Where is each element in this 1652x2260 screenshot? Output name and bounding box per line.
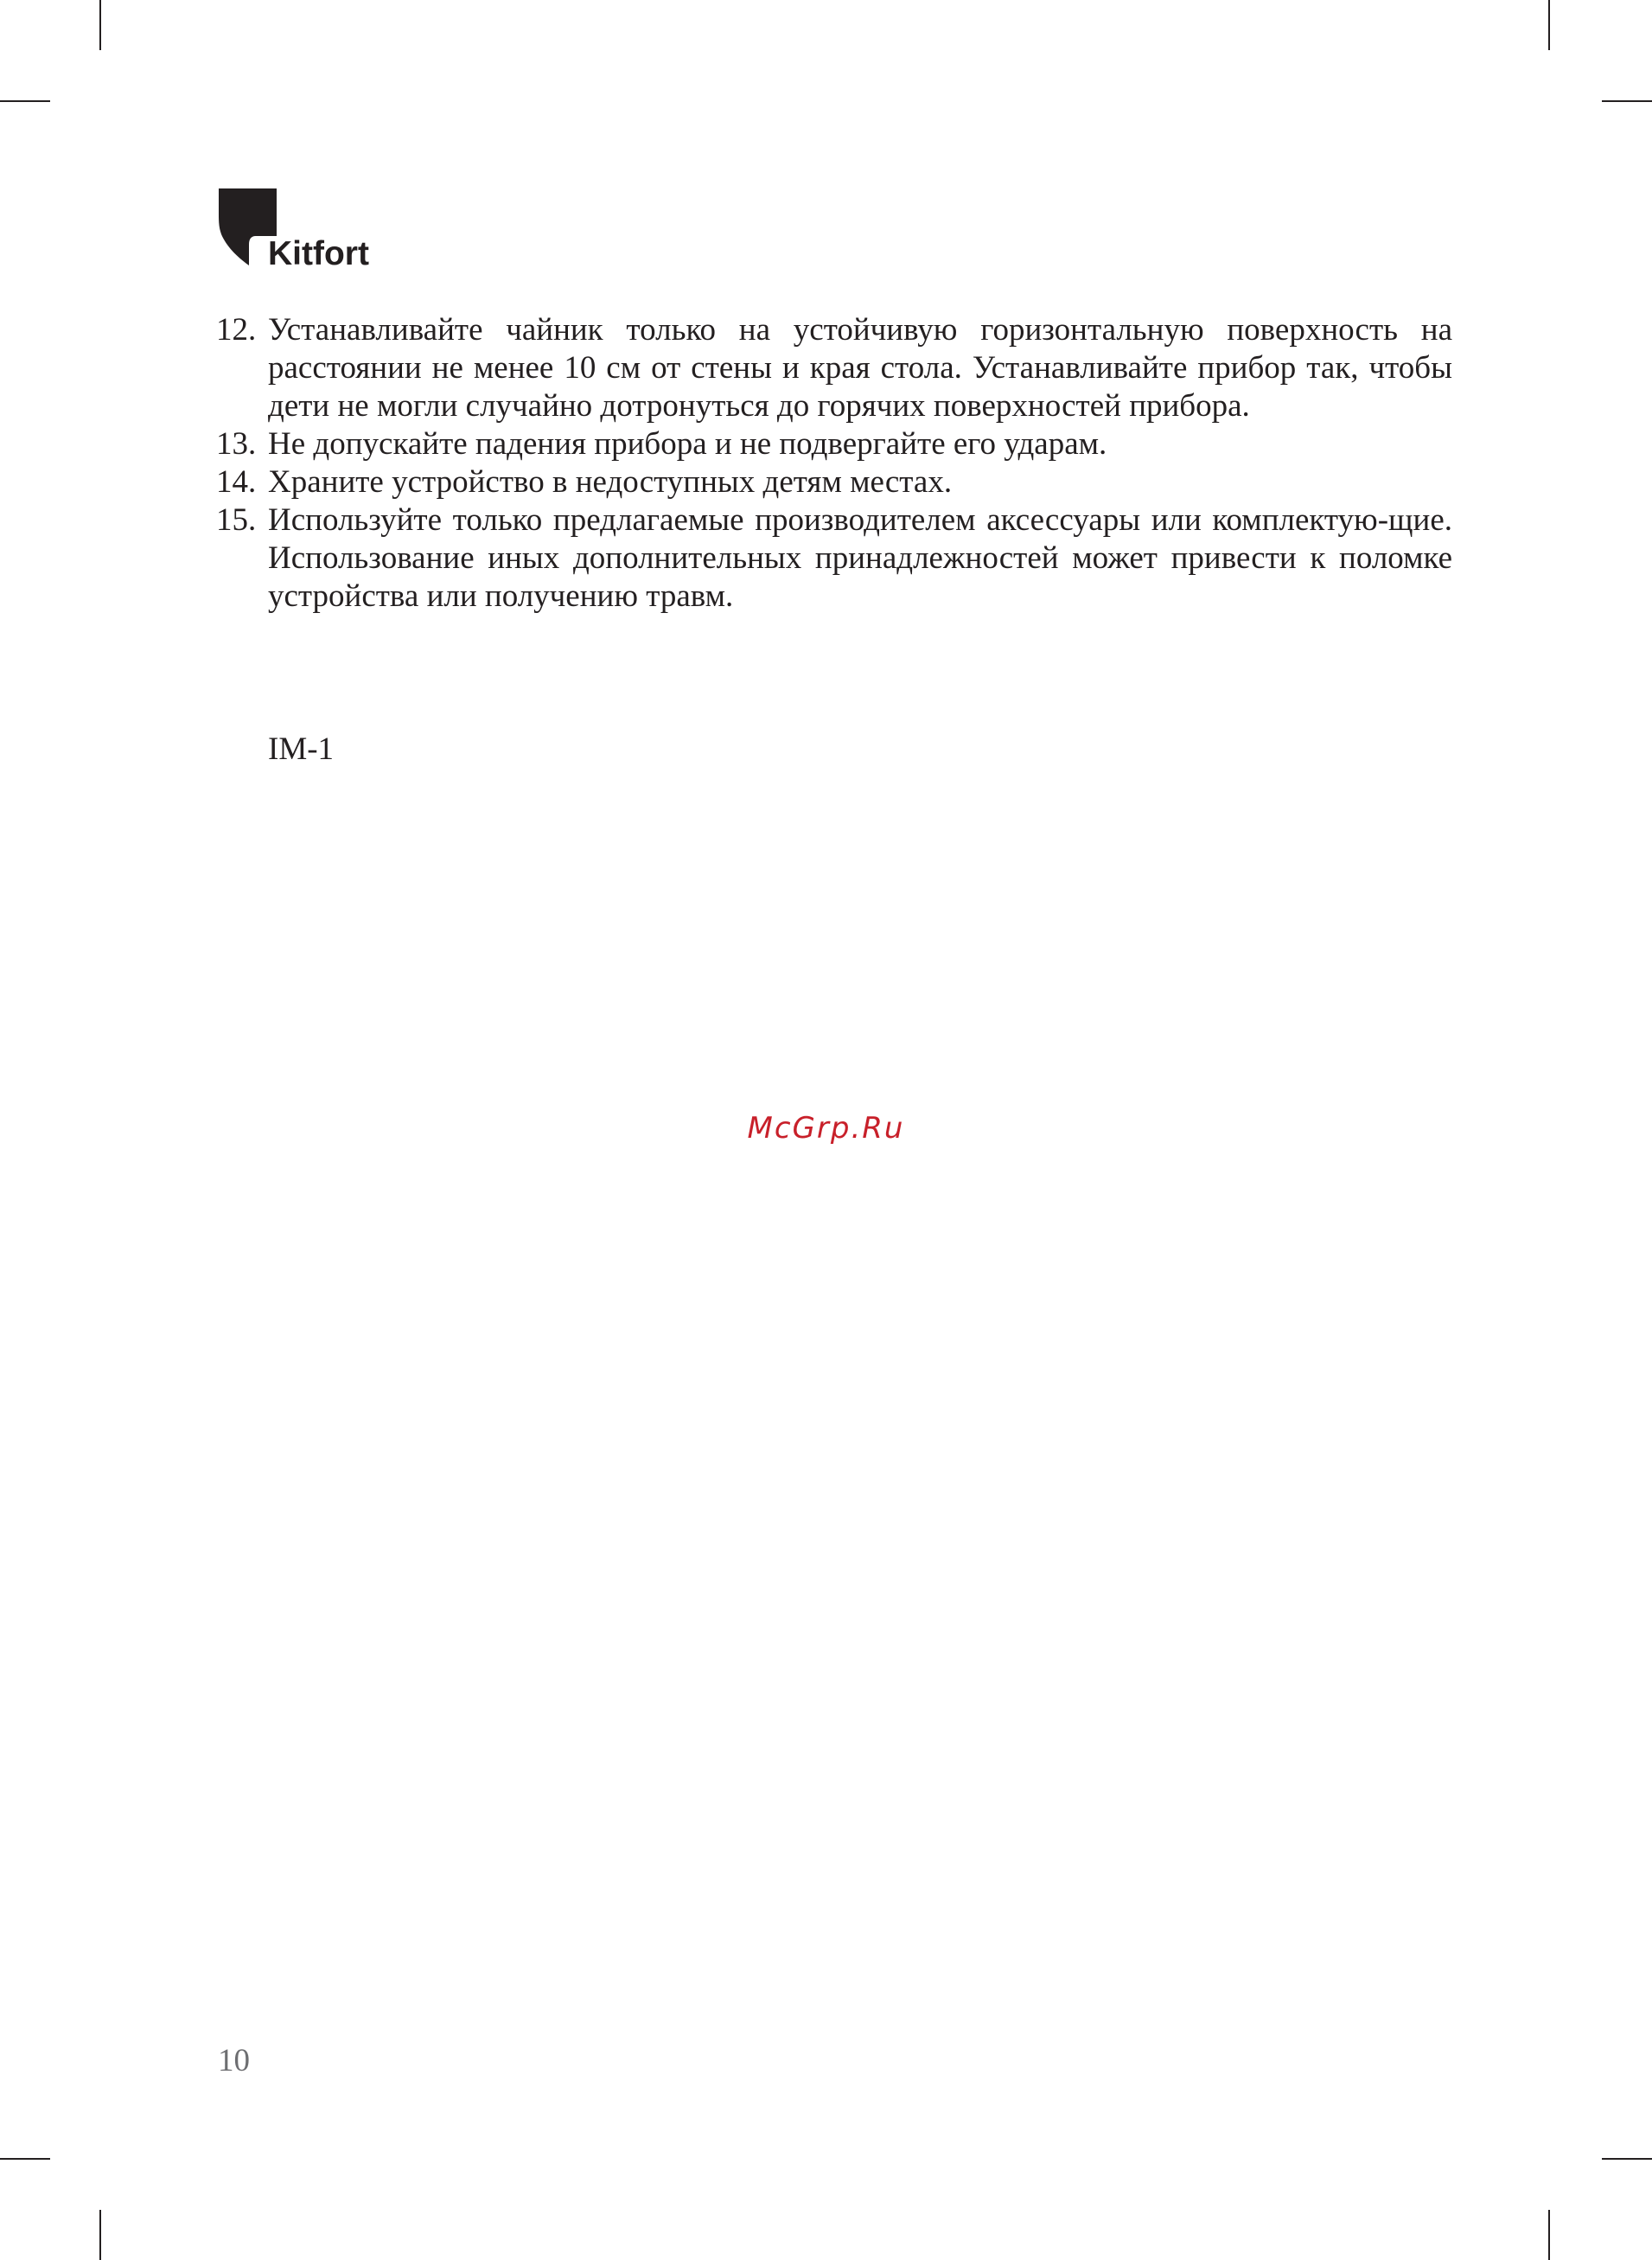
crop-mark-bottom-left [99,2210,101,2260]
page-number: 10 [218,2043,250,2078]
crop-mark-left-bottom [0,2158,50,2160]
list-item [216,425,1452,463]
list-item-text: Не допускайте падения прибора и не подвергайте его ударам. [268,426,1107,462]
crop-mark-top-right [1548,0,1550,50]
list-item-text: Используйте только предлагаемые производителем аксессуары или комплектую-щие. Использование иных дополнительных принадлежностей может привести к поломке устройства или получению травм. [268,502,1452,614]
list-item-text: Храните устройство в недоступных детям местах. [268,464,953,500]
crop-mark-left-top [0,100,50,102]
list-item-number: 14. [216,464,257,500]
list-item-number: 12. [216,312,257,348]
crop-mark-right-bottom [1602,2158,1652,2160]
safety-instructions-list [216,311,1452,616]
list-item-number: 15. [216,502,257,538]
document-code: IM-1 [268,731,335,767]
list-item [216,311,1452,425]
list-item [216,463,1452,501]
crop-mark-top-left [99,0,101,50]
list-item-text: Устанавливайте чайник только на устойчивую горизонтальную поверхность на расстоянии не менее 10 см от стены и края стола. Устанавливайте прибор так, чтобы дети не могли случайно дотронуться до горячих поверхностей прибора. [268,312,1452,424]
crop-mark-right-top [1602,100,1652,102]
watermark: McGrp.Ru [747,1111,905,1146]
list-item-number: 13. [216,426,257,462]
list-item [216,501,1452,616]
kitfort-logo [216,186,389,272]
kitfort-wordmark: Kitfort [268,235,369,272]
crop-mark-bottom-right [1548,2210,1550,2260]
kitfort-logo-mark-icon [216,186,389,272]
